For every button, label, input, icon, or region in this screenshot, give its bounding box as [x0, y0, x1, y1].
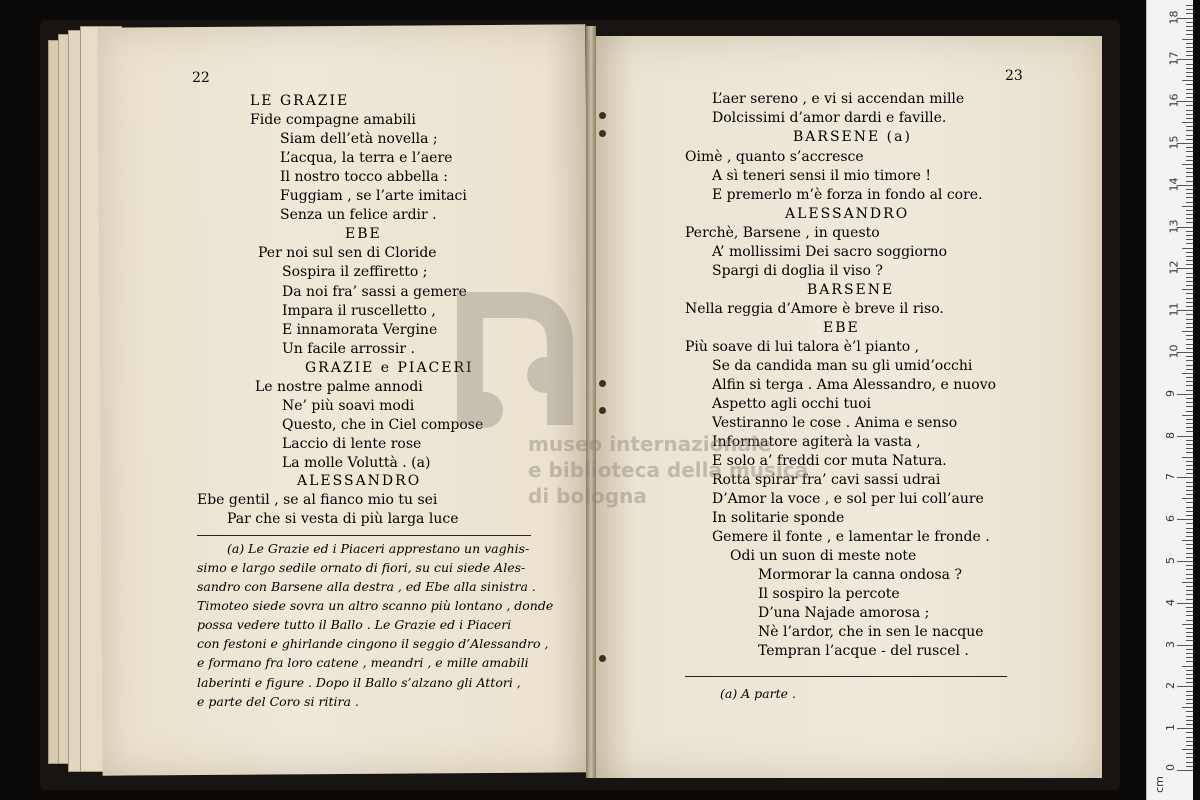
ruler-tick [1186, 22, 1193, 23]
right-page-speaker-heading: BARSENE (a) [793, 129, 912, 145]
left-footnote-line: laberinti e figure . Dopo il Ballo s’alzano gli Attori , [197, 675, 521, 690]
ruler-tick [1186, 118, 1193, 119]
right-page-line: Aspetto agli occhi tuoi [712, 396, 871, 412]
ruler-tick [1186, 339, 1193, 340]
ruler-tick [1186, 344, 1193, 345]
ruler-tick [1177, 477, 1193, 478]
ruler-tick [1186, 189, 1193, 190]
left-footnote-line: simo e largo sedile ornato di fiori, su cui siede Ales- [197, 560, 526, 575]
ruler-tick [1186, 72, 1193, 73]
left-page-line: Un facile arrossir . [282, 341, 415, 357]
right-page-line: Alfin si terga . Ama Alessandro, e nuovo [712, 377, 997, 393]
ruler-tick [1186, 548, 1193, 549]
ruler-tick [1186, 156, 1193, 157]
right-page-line: Spargi di doglia il viso ? [712, 263, 883, 279]
right-page-line: E premerlo m’è forza in fondo al core. [712, 187, 983, 203]
ruler-tick [1177, 394, 1193, 395]
ruler-tick [1186, 385, 1193, 386]
left-page-line: Ne’ più soavi modi [282, 398, 415, 414]
left-footnote-line: e formano fra loro catene , meandri , e mille amabili [197, 655, 529, 670]
ruler-tick [1186, 327, 1193, 328]
ruler-tick [1186, 661, 1193, 662]
ruler-number: 12 [1167, 260, 1181, 275]
ruler-number: 2 [1164, 682, 1177, 690]
right-page-line: Oimè , quanto s’accresce [685, 149, 864, 165]
ruler-tick [1186, 151, 1193, 152]
ruler-tick [1186, 365, 1193, 366]
left-page-line: Laccio di lente rose [282, 436, 422, 452]
ruler-tick [1186, 452, 1193, 453]
ruler-tick [1186, 293, 1193, 294]
ruler-number: 17 [1167, 51, 1181, 66]
left-footnote-line: possa vedere tutto il Ballo . Le Grazie ed i Piaceri [197, 617, 512, 632]
ruler-tick [1186, 741, 1193, 742]
ruler-tick [1186, 670, 1193, 671]
ruler-tick [1186, 281, 1193, 282]
ruler-tick [1186, 536, 1193, 537]
ruler-tick [1182, 457, 1193, 458]
ruler-number: 6 [1164, 515, 1177, 523]
ruler-tick [1186, 319, 1193, 320]
left-page-speaker-heading: GRAZIE e PIACERI [305, 360, 474, 376]
ruler-tick [1182, 540, 1193, 541]
ruler-number: 5 [1164, 557, 1177, 564]
ruler-tick [1186, 306, 1193, 307]
ruler-number: 10 [1167, 344, 1181, 359]
ruler-tick [1186, 260, 1193, 261]
ruler-tick [1182, 206, 1193, 207]
ruler-tick [1186, 419, 1193, 420]
ruler-tick [1186, 51, 1193, 52]
ruler-tick [1186, 586, 1193, 587]
ruler-tick [1186, 757, 1193, 758]
ruler-tick [1182, 289, 1193, 290]
ruler-tick [1186, 461, 1193, 462]
ruler-tick [1186, 47, 1193, 48]
right-page-line: In solitarie sponde [712, 510, 845, 526]
ruler-tick [1182, 582, 1193, 583]
right-page-line: Vestiranno le cose . Anima e senso [712, 415, 958, 431]
book-gutter [586, 26, 596, 778]
left-page-line: Siam dell’età novella ; [280, 131, 438, 147]
left-footnote-line: sandro con Barsene alla destra , ed Ebe alla sinistra . [197, 579, 536, 594]
ruler-tick [1182, 373, 1193, 374]
ruler-number: 13 [1167, 219, 1181, 234]
ruler-tick [1186, 490, 1193, 491]
right-page-line: Tempran l’acque - del ruscel . [758, 643, 969, 659]
ruler-tick [1186, 599, 1193, 600]
ruler-tick [1186, 615, 1193, 616]
ruler-tick [1186, 105, 1193, 106]
ruler-number: 3 [1164, 640, 1177, 648]
ruler-tick [1182, 624, 1193, 625]
ruler-tick [1186, 285, 1193, 286]
ruler-number: 0 [1164, 764, 1177, 771]
watermark-line-3: di bologna [528, 484, 647, 508]
ruler-tick [1186, 482, 1193, 483]
ruler-tick [1186, 26, 1193, 27]
ruler-tick [1186, 5, 1193, 6]
ruler-tick [1186, 168, 1193, 169]
ruler-tick [1182, 707, 1193, 708]
ruler-tick [1186, 469, 1193, 470]
left-page-line: Il nostro tocco abbella : [280, 169, 448, 185]
ruler-tick [1186, 406, 1193, 407]
ruler-tick [1177, 519, 1193, 520]
right-page-line: A sì teneri sensi il mio timore ! [712, 168, 932, 184]
right-footnote-line: (a) A parte . [720, 686, 796, 701]
ruler-tick [1186, 314, 1193, 315]
right-page-line: Odi un suon di meste note [730, 548, 917, 564]
ruler-tick [1177, 728, 1193, 729]
ruler-tick [1186, 126, 1193, 127]
ruler-tick [1186, 84, 1193, 85]
left-page-line: Ebe gentil , se al fianco mio tu sei [197, 492, 438, 508]
ruler-tick [1186, 243, 1193, 244]
ruler-tick [1186, 444, 1193, 445]
ruler-tick [1186, 523, 1193, 524]
right-page-speaker-heading: ALESSANDRO [785, 206, 910, 222]
left-page-line: Impara il ruscelletto , [282, 303, 436, 319]
ruler-tick [1186, 181, 1193, 182]
ruler-tick [1182, 749, 1193, 750]
ruler-tick [1186, 440, 1193, 441]
ruler-tick [1186, 377, 1193, 378]
ruler-tick [1186, 732, 1193, 733]
ruler-tick [1186, 9, 1193, 10]
ruler-tick [1186, 193, 1193, 194]
left-footnote-line: Timoteo siede sovra un altro scanno più lontano , donde [197, 598, 554, 613]
watermark-line-1: museo internazionale [528, 432, 772, 456]
left-page-line: E innamorata Vergine [282, 322, 438, 338]
ruler-tick [1186, 97, 1193, 98]
ruler-tick [1186, 678, 1193, 679]
ruler-tick [1182, 666, 1193, 667]
left-page-speaker-heading: EBE [345, 226, 382, 242]
ruler-tick [1186, 147, 1193, 148]
ruler-tick [1186, 139, 1193, 140]
ruler-tick [1186, 214, 1193, 215]
ruler-tick [1186, 674, 1193, 675]
ruler-tick [1186, 302, 1193, 303]
ruler-tick [1186, 381, 1193, 382]
ruler-tick [1177, 603, 1193, 604]
ruler-tick [1182, 122, 1193, 123]
ruler-tick [1186, 30, 1193, 31]
left-page-line: Da noi fra’ sassi a gemere [282, 284, 467, 300]
ruler-tick [1186, 448, 1193, 449]
ruler-tick [1186, 423, 1193, 424]
ruler-tick [1186, 657, 1193, 658]
ruler-tick [1186, 594, 1193, 595]
ruler-tick [1186, 411, 1193, 412]
watermark-line-2: e biblioteca della musica [528, 458, 809, 482]
ruler-tick [1186, 515, 1193, 516]
ruler-tick [1186, 578, 1193, 579]
binding-hole [599, 380, 606, 387]
ruler-tick [1186, 110, 1193, 111]
page-number-left: 22 [192, 70, 210, 86]
ruler-tick [1186, 653, 1193, 654]
ruler-tick [1186, 607, 1193, 608]
ruler-tick [1177, 645, 1193, 646]
ruler-tick [1186, 172, 1193, 173]
ruler-tick [1186, 277, 1193, 278]
ruler-tick [1186, 235, 1193, 236]
left-page-line: Par che si vesta di più larga luce [227, 511, 459, 527]
ruler-tick [1186, 13, 1193, 14]
ruler-tick [1186, 273, 1193, 274]
binding-hole [599, 407, 606, 414]
ruler-tick [1186, 43, 1193, 44]
binding-hole [599, 655, 606, 662]
ruler-tick [1186, 256, 1193, 257]
ruler-tick [1186, 465, 1193, 466]
ruler-number: 8 [1164, 431, 1177, 439]
ruler-tick [1177, 561, 1193, 562]
ruler-tick [1186, 369, 1193, 370]
ruler-tick [1186, 620, 1193, 621]
ruler-tick [1186, 427, 1193, 428]
ruler-tick [1182, 331, 1193, 332]
left-footnote-line: con festoni e ghirlande cingono il seggio d’Alessandro , [197, 636, 549, 651]
left-page-speaker-heading: LE GRAZIE [250, 93, 350, 109]
ruler-tick [1186, 335, 1193, 336]
ruler-tick [1186, 691, 1193, 692]
left-page-line: Sospira il zeffiretto ; [282, 264, 428, 280]
ruler-tick [1186, 202, 1193, 203]
binding-hole [599, 130, 606, 137]
ruler-tick [1186, 197, 1193, 198]
ruler-tick [1186, 89, 1193, 90]
ruler-tick [1186, 348, 1193, 349]
ruler-tick [1186, 64, 1193, 65]
right-page-line: Perchè, Barsene , in questo [685, 225, 880, 241]
right-page-line: Dolcissimi d’amor dardi e faville. [712, 110, 947, 126]
ruler-tick [1186, 532, 1193, 533]
left-page-line: La molle Voluttà . (a) [282, 455, 431, 471]
left-page-line: Fide compagne amabili [250, 112, 416, 128]
ruler-number: 1 [1164, 724, 1177, 732]
left-page-line: Senza un felice ardir . [280, 207, 437, 223]
footnote-rule-left [197, 535, 531, 536]
right-page-line: Nella reggia d’Amore è breve il riso. [685, 301, 944, 317]
ruler-tick [1177, 686, 1193, 687]
ruler-tick [1186, 398, 1193, 399]
ruler-tick [1182, 39, 1193, 40]
right-page-line: Più soave di lui talora è’l pianto , [685, 339, 920, 355]
ruler-tick [1186, 486, 1193, 487]
left-page-line: Fuggiam , se l’arte imitaci [280, 188, 467, 204]
ruler-tick [1182, 248, 1193, 249]
left-page-line: Per noi sul sen di Cloride [258, 245, 437, 261]
ruler-number: 15 [1167, 135, 1181, 150]
ruler-tick [1186, 553, 1193, 554]
ruler-tick [1186, 130, 1193, 131]
ruler-tick [1186, 611, 1193, 612]
ruler-tick [1182, 164, 1193, 165]
watermark-logo [450, 285, 580, 435]
ruler-tick [1186, 239, 1193, 240]
binding-hole [599, 112, 606, 119]
left-page-line: L’acqua, la terra e l’aere [280, 150, 453, 166]
ruler-tick [1186, 632, 1193, 633]
left-page-line: Le nostre palme annodi [255, 379, 423, 395]
ruler-tick [1186, 682, 1193, 683]
ruler-tick [1186, 699, 1193, 700]
ruler-tick [1186, 569, 1193, 570]
ruler-tick [1186, 93, 1193, 94]
ruler-number: 7 [1164, 473, 1177, 481]
ruler-tick [1186, 590, 1193, 591]
ruler-tick [1186, 55, 1193, 56]
ruler-tick [1186, 114, 1193, 115]
ruler-tick [1186, 574, 1193, 575]
left-footnote-line: e parte del Coro si ritira . [197, 694, 359, 709]
ruler-unit-label: cm [1152, 776, 1166, 793]
ruler-tick [1186, 745, 1193, 746]
ruler-tick [1186, 649, 1193, 650]
ruler-tick [1186, 356, 1193, 357]
ruler-tick [1186, 360, 1193, 361]
ruler-tick [1186, 264, 1193, 265]
ruler-number: 14 [1167, 177, 1181, 192]
right-page-line: D’una Najade amorosa ; [758, 605, 930, 621]
ruler-tick [1186, 210, 1193, 211]
left-footnote-line: (a) Le Grazie ed i Piaceri apprestano un vaghis- [227, 541, 530, 556]
ruler-tick [1186, 528, 1193, 529]
ruler-tick [1186, 76, 1193, 77]
right-page-line: E solo a’ freddi cor muta Natura. [712, 453, 947, 469]
ruler-tick [1186, 737, 1193, 738]
page-number-right: 23 [1005, 68, 1023, 84]
ruler-tick [1182, 80, 1193, 81]
ruler-tick [1186, 135, 1193, 136]
ruler-tick [1186, 766, 1193, 767]
ruler-tick [1186, 218, 1193, 219]
ruler-tick [1186, 557, 1193, 558]
ruler-number: 18 [1167, 10, 1181, 25]
right-page-line: Informatore agiterà la vasta , [712, 434, 921, 450]
ruler-tick [1186, 494, 1193, 495]
ruler-tick [1186, 402, 1193, 403]
ruler-tick [1186, 716, 1193, 717]
right-page-speaker-heading: BARSENE [807, 282, 895, 298]
ruler-tick [1186, 298, 1193, 299]
ruler-tick [1186, 544, 1193, 545]
ruler-tick [1186, 762, 1193, 763]
ruler-number: 9 [1164, 389, 1177, 397]
ruler-tick [1186, 68, 1193, 69]
right-page-line: Nè l’ardor, che in sen le nacque [758, 624, 984, 640]
ruler-number: 11 [1167, 302, 1181, 317]
right-page-line: Rotta spirar fra’ cavi sassi udrai [712, 472, 941, 488]
footnote-rule-right [685, 676, 1007, 677]
right-page-line: Se da candida man su gli umid’occhi [712, 358, 973, 374]
right-page-speaker-heading: EBE [823, 320, 860, 336]
ruler-tick [1186, 431, 1193, 432]
ruler-tick [1186, 720, 1193, 721]
ruler-tick [1186, 473, 1193, 474]
ruler-tick [1182, 415, 1193, 416]
ruler-tick [1186, 628, 1193, 629]
ruler-number: 16 [1167, 93, 1181, 108]
ruler-tick [1186, 753, 1193, 754]
right-page-line: Mormorar la canna ondosa ? [758, 567, 962, 583]
ruler-tick [1186, 636, 1193, 637]
ruler-tick [1186, 323, 1193, 324]
ruler-tick [1186, 176, 1193, 177]
ruler-tick [1186, 640, 1193, 641]
ruler-number: 4 [1164, 598, 1177, 606]
ruler-tick [1186, 565, 1193, 566]
right-page-line: L’aer sereno , e vi si accendan mille [712, 91, 965, 107]
right-page-line: Il sospiro la percote [758, 586, 900, 602]
right-page-line: A’ mollissimi Dei sacro soggiorno [712, 244, 948, 260]
ruler-tick [1186, 390, 1193, 391]
right-page-line: Gemere il fonte , e lamentar le fronde . [712, 529, 990, 545]
ruler-tick [1186, 724, 1193, 725]
ruler-tick [1186, 711, 1193, 712]
measurement-ruler [1146, 0, 1193, 800]
ruler-tick [1177, 436, 1193, 437]
ruler-tick [1186, 34, 1193, 35]
ruler-tick [1186, 703, 1193, 704]
ruler-tick [1186, 160, 1193, 161]
ruler-tick [1186, 231, 1193, 232]
ruler-tick [1186, 502, 1193, 503]
ruler-tick [1186, 252, 1193, 253]
ruler-tick [1182, 498, 1193, 499]
ruler-tick [1186, 507, 1193, 508]
ruler-tick [1186, 511, 1193, 512]
ruler-tick [1177, 770, 1193, 771]
ruler-tick [1186, 695, 1193, 696]
left-page-speaker-heading: ALESSANDRO [297, 473, 422, 489]
right-page-line: D’Amor la voce , e sol per lui coll’aure [712, 491, 984, 507]
ruler-tick [1186, 222, 1193, 223]
left-page-line: Questo, che in Ciel compose [282, 417, 484, 433]
